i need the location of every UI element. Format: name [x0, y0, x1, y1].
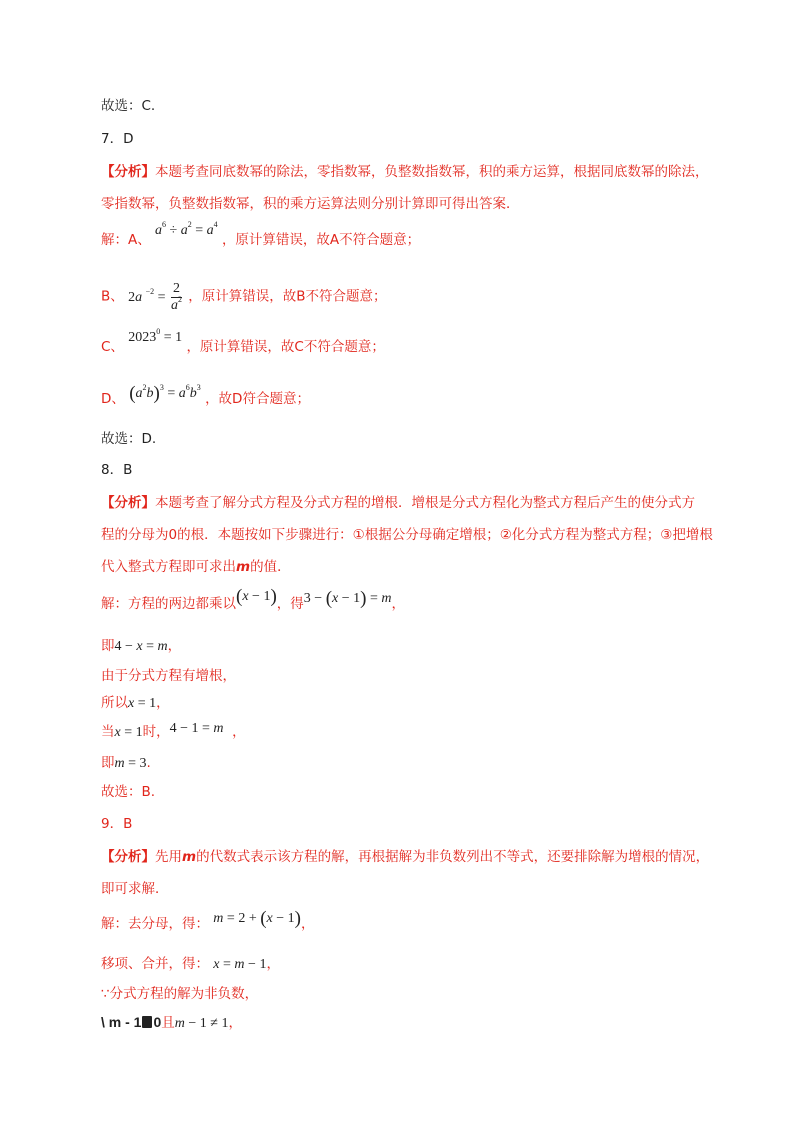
q8-analysis-line-2: 程的分母为0的根．本题按如下步骤进行：①根据公分母确定增根；②化分式方程为整式方程；③把增根	[101, 527, 713, 543]
q7-option-d: D、 $(a^2b)^3 = a^6b^3$ ，故D符合题意；	[101, 383, 310, 407]
question-9-number: 9．B	[101, 816, 133, 832]
q8-formula-when-x: x = 1	[114, 725, 143, 740]
q8-step-2: 即4 − x = m，	[101, 638, 182, 654]
q9-formula-m: m = 2 + (x − 1)	[213, 908, 301, 929]
question-8-number: 8．B	[101, 462, 133, 478]
q7-formula-c: $2023^0 = 1$	[128, 327, 183, 345]
q8-step-6: 即m = 3.	[101, 755, 151, 771]
q7-choice: 故选：D.	[101, 431, 157, 447]
q8-choice: 故选：B.	[101, 784, 156, 800]
q8-formula-multiply: (x − 1)	[236, 586, 277, 607]
q8-analysis-line-1: 【分析】本题考查了解分式方程及分式方程的增根．增根是分式方程化为整式方程后产生的使分式方	[101, 495, 695, 511]
q8-formula-equation: 3 − (x − 1) = m	[303, 588, 392, 609]
q7-option-b: B、 2a $^{-2}$ = $\frac{2}{a^2}$ ，原计算错误，故B不符合题意；	[101, 281, 387, 313]
q9-step-2: 移项、合并，得： x = m − 1，	[101, 956, 280, 972]
q9-formula-ineq: m − 1 ≠ 1	[174, 1016, 229, 1031]
q9-step-1: 解：去分母，得： m = 2 + (x − 1)，	[101, 908, 315, 932]
q8-step-1: 解：方程的两边都乘以(x − 1)，得3 − (x − 1) = m，	[101, 586, 405, 612]
q9-step-3: ∵分式方程的解为非负数，	[101, 986, 259, 1002]
answer-line-q6: 故选：C.	[101, 98, 156, 114]
replacement-glyph-icon	[142, 1016, 152, 1028]
q8-analysis-line-3: 代入整式方程即可求出m的值．	[101, 559, 291, 575]
q8-step-5: 当x = 1时，4 − 1 = m ，	[101, 721, 246, 740]
q7-formula-a: $a^6 \div a^2 = a^4$	[155, 220, 218, 238]
q7-formula-b: 2a $^{-2}$ = $\frac{2}{a^2}$	[128, 281, 182, 313]
q8-formula-substitute: 4 − 1 = m	[169, 721, 224, 736]
q8-step-3: 由于分式方程有增根，	[101, 668, 236, 684]
q7-analysis-line-2: 零指数幂，负整数指数幂，积的乘方运算法则分别计算即可得出答案．	[101, 196, 520, 212]
q7-option-c: C、 $2023^0 = 1$ ，原计算错误，故C不符合题意；	[101, 327, 385, 355]
q8-formula-m-eq-3: m = 3	[114, 756, 147, 771]
q8-step-4: 所以x = 1，	[101, 695, 170, 711]
question-7-number: 7．D	[101, 131, 134, 147]
q7-analysis-line-1: 【分析】本题考查同底数幂的除法，零指数幂，负整数指数幂，积的乘方运算，根据同底数幂的除法，	[101, 164, 709, 180]
q9-step-4: \ m - 1 0且m − 1 ≠ 1，	[101, 1014, 242, 1031]
q8-formula-x-eq-1: x = 1	[128, 696, 157, 711]
q8-formula-simplified: 4 − x = m	[114, 639, 168, 654]
q7-formula-d: $(a^2b)^3 = a^6b^3$	[129, 383, 201, 404]
q9-formula-garbled: \ m - 1 0	[101, 1014, 162, 1030]
q9-analysis-line-2: 即可求解．	[101, 881, 169, 897]
q9-analysis-line-1: 【分析】先用m的代数式表示该方程的解，再根据解为非负数列出不等式，还要排除解为增根的情况，	[101, 849, 710, 865]
q7-option-a: 解：A、 $a^6 \div a^2 = a^4$ ，原计算错误，故A不符合题意；	[101, 220, 421, 248]
q9-formula-x: x = m − 1	[213, 957, 267, 972]
